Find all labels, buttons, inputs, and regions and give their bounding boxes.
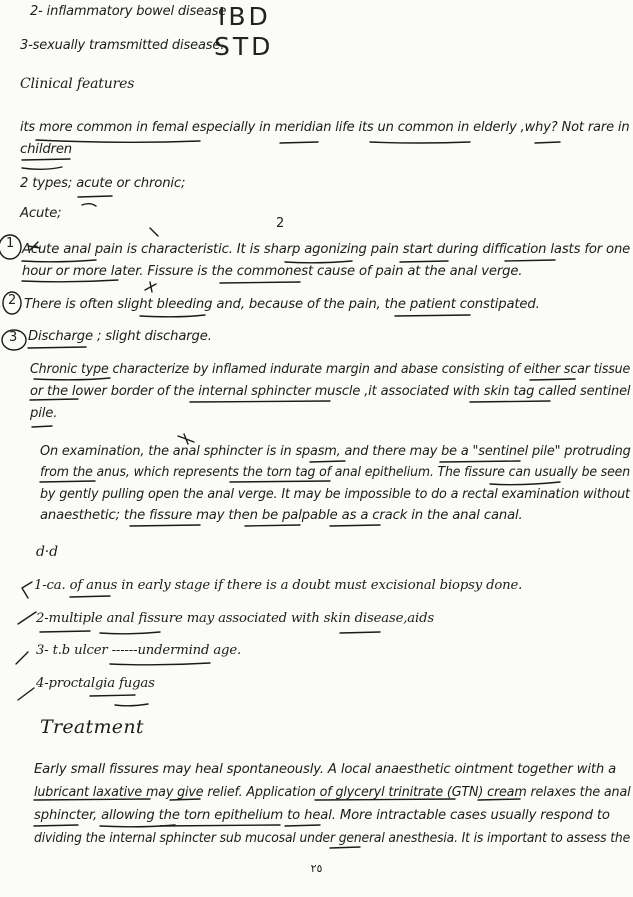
line-sexually-transmitted: 3-sexually tramsmitted disease. xyxy=(20,38,225,53)
line-treatment-2: lubricant laxative may give relief. Application of glyceryl trinitrate (GTN) cream relaxes the anal xyxy=(34,785,631,800)
line-chronic-3: pile. xyxy=(30,406,58,421)
handwritten-mark-two: 2 xyxy=(8,293,17,308)
line-p1b: children xyxy=(20,142,73,157)
line-exam-1: On examination, the anal sphincter is in spasm, and there may be a "sentinel pile" protruding xyxy=(40,444,631,459)
handwritten-mark-one: 1 xyxy=(6,236,15,251)
handwritten-std: STD xyxy=(214,32,274,61)
line-exam-3: by gently pulling open the anal verge. It may be impossible to do a rectal examination without xyxy=(40,487,630,502)
heading-clinical-features: Clinical features xyxy=(20,76,135,92)
line-acute-3: Discharge ; slight discharge. xyxy=(28,329,212,344)
dd-item-3: 3- t.b ulcer ------undermind age. xyxy=(36,643,242,658)
line-chronic-2: or the lower border of the internal sphincter muscle ,it associated with skin tag called sentinel xyxy=(30,384,631,399)
heading-dd: d·d xyxy=(36,544,58,560)
line-chronic-1: Chronic type characterize by inflamed indurate margin and abase consisting of either scar tissue xyxy=(30,362,631,377)
line-inflammatory-bowel: 2- inflammatory bowel disease xyxy=(30,4,227,19)
dd-item-2: 2-multiple anal fissure may associated with skin disease,aids xyxy=(36,611,434,626)
line-acute-2: There is often slight bleeding and, because of the pain, the patient constipated. xyxy=(24,297,540,312)
line-treatment-4: dividing the internal sphincter sub mucosal under general anesthesia. It is important to assess the xyxy=(34,831,631,846)
handwritten-mark-three: 3 xyxy=(9,330,18,345)
acute-label: Acute; xyxy=(20,206,62,221)
line-exam-4: anaesthetic; the fissure may then be palpable as a crack in the anal canal. xyxy=(40,508,523,523)
line-exam-2: from the anus, which represents the torn tag of anal epithelium. The fissure can usually be seen xyxy=(40,465,630,480)
handwritten-number-two: 2 xyxy=(276,216,285,231)
line-acute-1a: Acute anal pain is characteristic. It is sharp agonizing pain start during diffication lasts for one xyxy=(22,242,631,257)
handwritten-ibd: IBD xyxy=(218,2,271,31)
dd-item-4: 4-proctalgia fugas xyxy=(36,676,155,691)
dd-item-1: 1-ca. of anus in early stage if there is a doubt must excisional biopsy done. xyxy=(34,578,523,593)
line-treatment-3: sphincter, allowing the torn epithelium to heal. More intractable cases usually respond to xyxy=(34,808,610,823)
line-treatment-1: Early small fissures may heal spontaneously. A local anaesthetic ointment together with a xyxy=(34,762,617,777)
line-p1a: its more common in femal especially in meridian life its un common in elderly ,why? Not rare in xyxy=(20,120,630,135)
line-acute-1b: hour or more later. Fissure is the commonest cause of pain at the anal verge. xyxy=(22,264,523,279)
heading-treatment: Treatment xyxy=(40,716,144,738)
line-types: 2 types; acute or chronic; xyxy=(20,176,186,191)
page-number: ٢٥ xyxy=(310,862,323,875)
